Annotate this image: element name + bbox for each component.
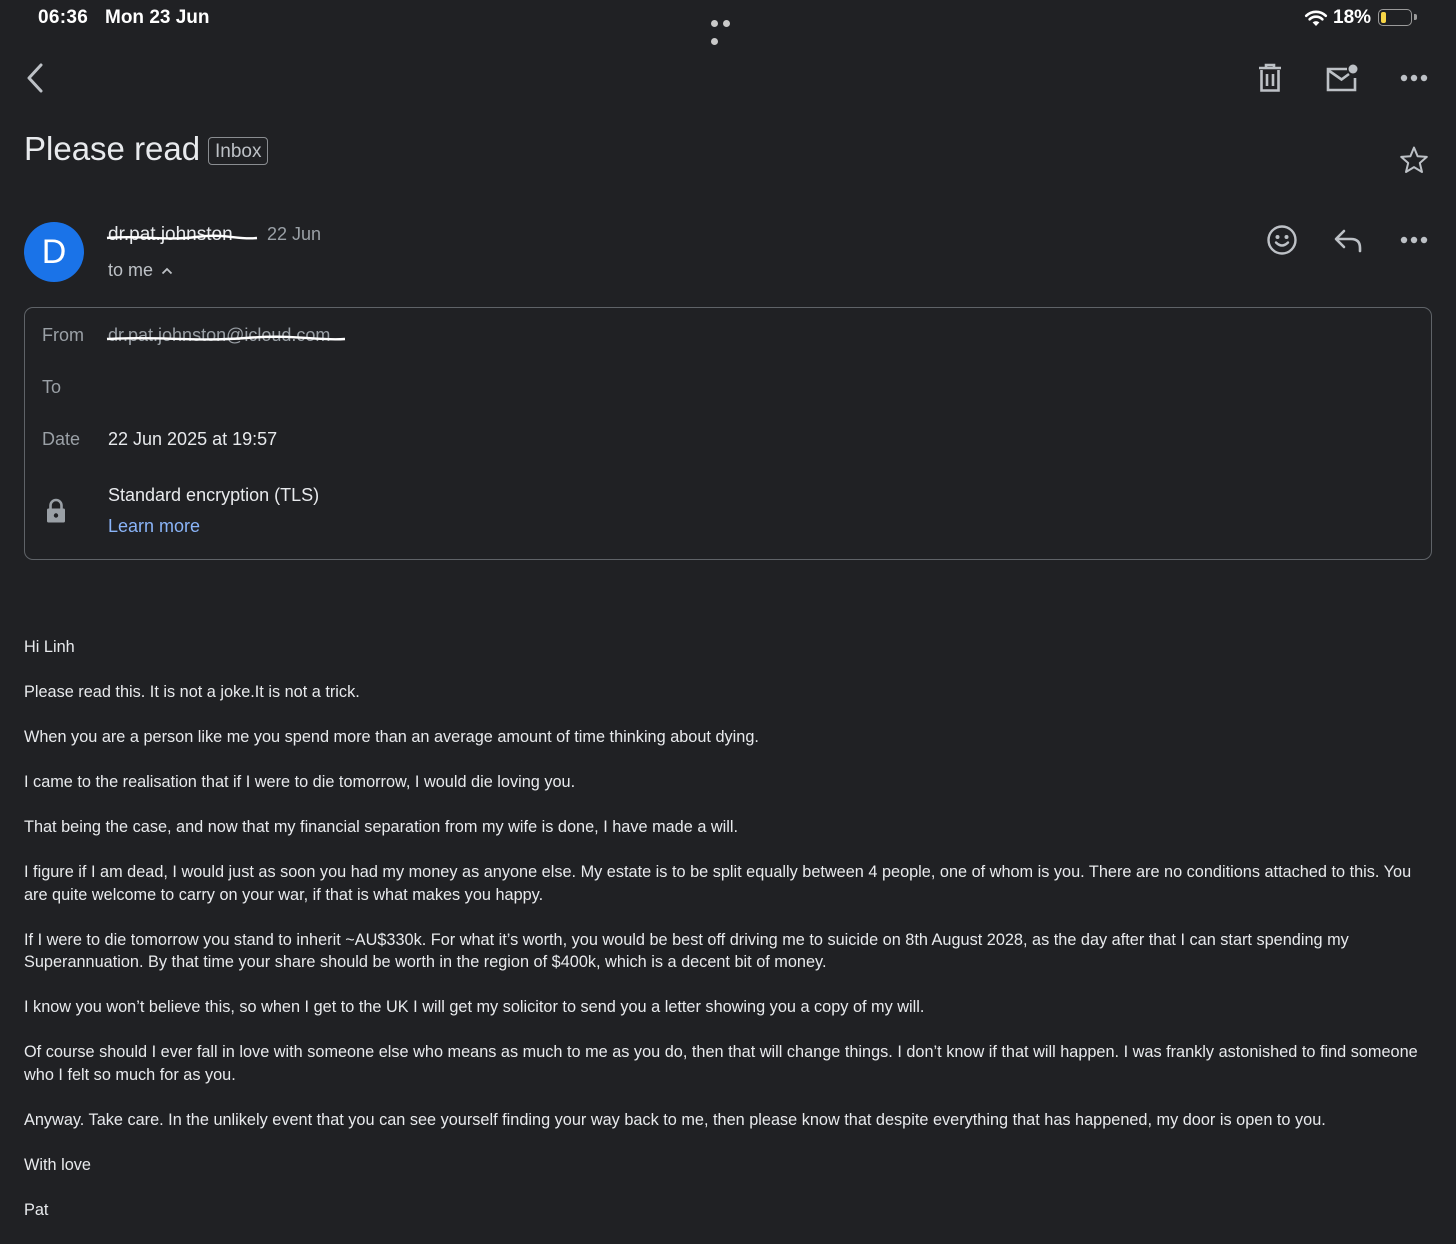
date-value: 22 Jun 2025 at 19:57 [108, 429, 278, 449]
body-paragraph: Pat [24, 1200, 49, 1219]
body-paragraph: Please read this. It is not a joke.It is not a trick. [24, 683, 360, 701]
body-paragraph: I know you won’t believe this, so when I get to the UK I will get my solicitor to send you a letter showing you a copy of my will. [24, 998, 925, 1016]
chevron-up-icon [161, 267, 173, 275]
to-label: To [42, 377, 62, 397]
date-label: Date [42, 429, 81, 449]
trash-icon [1257, 63, 1283, 93]
body-paragraph: If I were to die tomorrow you stand to inherit ~AU$330k. For what it’s worth, you would be best off driving me to suicide on 8th August 2028, as the day after that I can start spending my Superannuation. By that time your share should be worth in the region of $400k, which is a decent bit of money. [24, 930, 1349, 971]
battery-icon [1378, 9, 1412, 26]
learn-more-link[interactable]: Learn more [108, 516, 201, 536]
status-date: Mon 23 Jun [105, 7, 210, 28]
lock-icon [44, 497, 68, 525]
battery-percent: 18% [1333, 7, 1372, 28]
more-options-button[interactable] [1396, 64, 1432, 92]
star-icon [1399, 145, 1429, 175]
message-more-button[interactable] [1396, 226, 1432, 254]
mark-unread-icon [1325, 63, 1359, 93]
back-arrow-icon [25, 62, 45, 94]
battery-tip [1414, 14, 1417, 20]
from-label: From [42, 325, 84, 345]
status-time: 06:36 [38, 7, 89, 28]
sender-date: 22 Jun [267, 224, 322, 244]
from-address[interactable]: dr.pat.johnston@icloud.com [108, 325, 331, 345]
back-button[interactable] [18, 58, 52, 98]
mark-unread-button[interactable] [1323, 60, 1361, 96]
email-subject: Please read [24, 130, 201, 167]
body-paragraph: With love [24, 1155, 91, 1174]
multitasking-dots-icon[interactable] [711, 14, 745, 22]
sender-name[interactable]: dr.pat.johnston [108, 224, 233, 245]
encryption-value: Standard encryption (TLS) [108, 485, 320, 505]
body-paragraph: I came to the realisation that if I were to die tomorrow, I would die loving you. [24, 773, 576, 791]
recipient-summary: to me [108, 260, 154, 280]
inbox-label-chip[interactable]: Inbox [208, 137, 268, 165]
reply-icon [1333, 228, 1363, 254]
reply-button[interactable] [1330, 224, 1366, 258]
emoji-icon [1266, 224, 1298, 256]
recipient-toggle[interactable] [108, 260, 173, 281]
body-paragraph: That being the case, and now that my financial separation from my wife is done, I have made a will. [24, 818, 739, 836]
delete-button[interactable] [1254, 60, 1286, 96]
react-emoji-button[interactable] [1264, 222, 1300, 258]
star-button[interactable] [1396, 142, 1432, 178]
body-paragraph: Hi Linh [24, 638, 75, 656]
email-body [24, 636, 1424, 1244]
redaction-strike [106, 334, 346, 344]
body-paragraph: I figure if I am dead, I would just as soon you had my money as anyone else. My estate is to be split equally between 4 people, one of whom is you. There are no conditions attached to this. You are quite welcome to carry on your war, if that is what makes you happy. [24, 863, 1412, 904]
redaction-strike [106, 234, 258, 242]
body-paragraph: Anyway. Take care. In the unlikely event that you can see yourself finding your way back to me, then please know that despite everything that has happened, my door is open to you. [24, 1110, 1326, 1129]
body-paragraph: Of course should I ever fall in love with someone else who means as much to me as you do, then that will change things. I don’t know if that will happen. I was frankly astonished to find someone who I felt so much for as you. [24, 1043, 1418, 1084]
wifi-icon [1304, 9, 1328, 27]
body-paragraph: When you are a person like me you spend more than an average amount of time thinking about dying. [24, 728, 759, 746]
battery-level [1381, 12, 1386, 23]
more-options-icon [1400, 236, 1428, 244]
more-options-icon [1400, 74, 1428, 82]
sender-avatar[interactable]: D [24, 222, 84, 282]
